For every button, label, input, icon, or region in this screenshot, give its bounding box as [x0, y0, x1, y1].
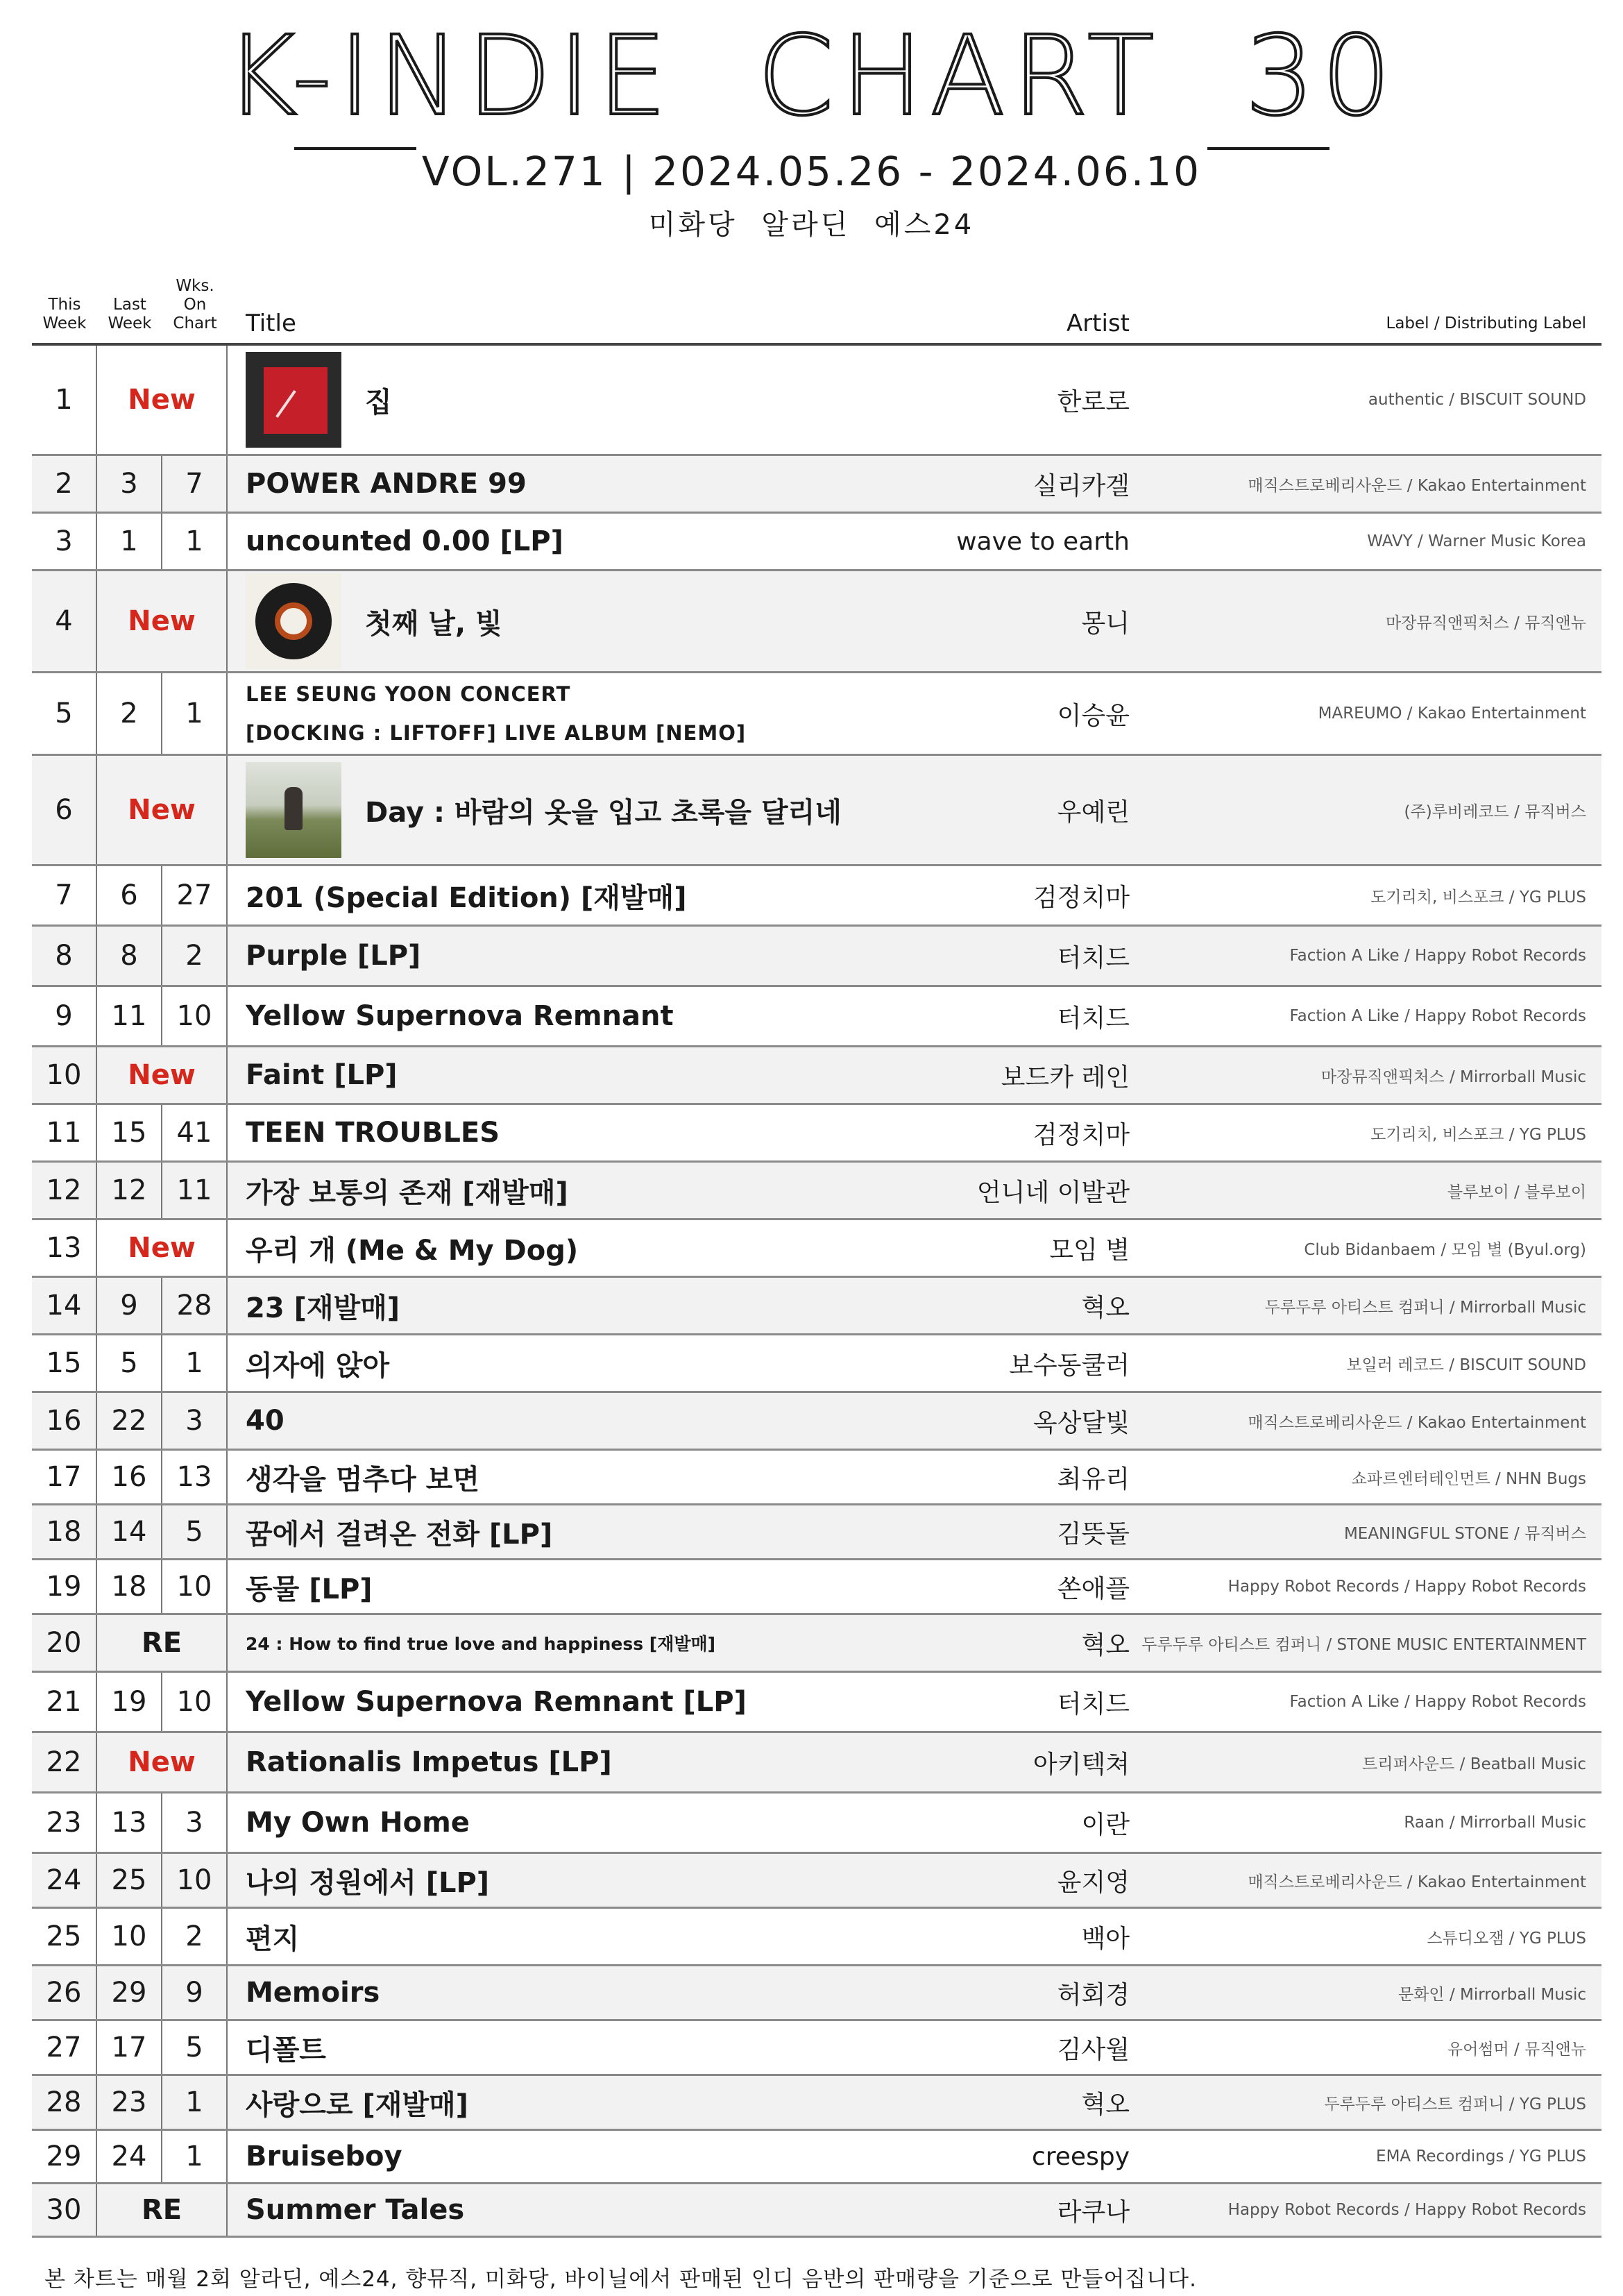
- artist-name: 터치드: [1057, 1004, 1130, 1033]
- rank-this-week: 26: [32, 1966, 97, 2019]
- record-label: 매직스트로베리사운드 / Kakao Entertainment: [1248, 1413, 1586, 1432]
- weeks-on-chart: 13: [162, 1451, 228, 1503]
- rank-last-week: 8: [97, 927, 162, 985]
- artist-name: 허회경: [1057, 1980, 1130, 2009]
- album-title-text: 나의 정원에서 [LP]: [246, 1866, 490, 1899]
- table-row: [32, 2076, 1601, 2131]
- rank-this-week: 7: [32, 866, 97, 925]
- record-label: MAREUMO / Kakao Entertainment: [1318, 704, 1586, 723]
- weeks-on-chart: 1: [162, 2076, 228, 2129]
- weeks-on-chart: 41: [162, 1105, 228, 1160]
- table-row: [32, 2131, 1601, 2184]
- album-title-line-1: LEE SEUNG YOON CONCERT: [246, 682, 571, 706]
- album-title-text: Yellow Supernova Remnant: [246, 1000, 674, 1032]
- album-title-text: Day : 바람의 옷을 입고 초록을 달리네: [365, 796, 842, 829]
- weeks-on-chart: 1: [162, 673, 228, 754]
- artist-name: creespy: [1031, 2142, 1130, 2171]
- chart-title: K-INDIE CHART 30: [225, 12, 1398, 140]
- rank-last-week: 1: [97, 514, 162, 569]
- record-label: 도기리치, 비스포크 / YG PLUS: [1370, 888, 1586, 906]
- table-row: [32, 1163, 1601, 1220]
- artist-name: 실리카겔: [1033, 471, 1130, 500]
- new-entry-badge: New: [97, 1733, 228, 1791]
- record-label: Happy Robot Records / Happy Robot Records: [1227, 1578, 1586, 1596]
- album-title-text: Bruiseboy: [246, 2141, 402, 2172]
- rank-last-week: 24: [97, 2131, 162, 2182]
- table-row: [32, 927, 1601, 987]
- rank-last-week: 2: [97, 673, 162, 754]
- header-weeks-on-chart: Wks. On Chart: [173, 277, 217, 332]
- volume-and-date-range: VOL.271 | 2024.05.26 - 2024.06.10: [421, 148, 1202, 195]
- rank-last-week: 10: [97, 1909, 162, 1964]
- rank-this-week: 14: [32, 1278, 97, 1333]
- rank-this-week: 28: [32, 2076, 97, 2129]
- album-title-text: 꿈에서 걸려온 전화 [LP]: [246, 1518, 553, 1551]
- rank-last-week: 29: [97, 1966, 162, 2019]
- artist-name: 혁오: [1081, 2090, 1130, 2119]
- album-title-text: 의자에 앉아: [246, 1349, 390, 1382]
- artist-name: 검정치마: [1033, 1120, 1130, 1149]
- rank-last-week: 14: [97, 1505, 162, 1558]
- album-title-text: 40: [246, 1405, 284, 1437]
- artist-name: 언니네 이발관: [976, 1178, 1130, 1207]
- header-this-week: This Week: [42, 296, 87, 332]
- rank-last-week: 5: [97, 1335, 162, 1391]
- table-row: [32, 514, 1601, 571]
- album-title-text: Summer Tales: [246, 2194, 465, 2226]
- album-title-text: uncounted 0.00 [LP]: [246, 525, 563, 557]
- table-row: [32, 1220, 1601, 1278]
- record-label: Faction A Like / Happy Robot Records: [1289, 1693, 1586, 1711]
- header-artist: Artist: [1066, 310, 1130, 337]
- artist-name: wave to earth: [956, 527, 1130, 556]
- artist-name: 혁오: [1081, 1293, 1130, 1322]
- artist-name: 보드카 레인: [1001, 1063, 1130, 1092]
- album-title-text: Yellow Supernova Remnant [LP]: [246, 1686, 747, 1718]
- record-label: 두루두루 아티스트 컴퍼니 / YG PLUS: [1324, 2095, 1586, 2113]
- album-title-text: 생각을 멈추다 보면: [246, 1463, 479, 1496]
- album-cover-art: [255, 583, 332, 659]
- rank-last-week: 15: [97, 1105, 162, 1160]
- album-title-text: 디폴트: [246, 2034, 326, 2066]
- album-title-text: 동물 [LP]: [246, 1573, 373, 1605]
- table-row: [32, 1733, 1601, 1793]
- album-title-text: TEEN TROUBLES: [246, 1117, 500, 1149]
- album-cover-art: [284, 787, 303, 830]
- record-label: MEANINGFUL STONE / 뮤직버스: [1343, 1524, 1586, 1543]
- weeks-on-chart: 3: [162, 1793, 228, 1852]
- table-row: [32, 1793, 1601, 1854]
- album-title-text: 편지: [246, 1923, 300, 1955]
- rank-this-week: 17: [32, 1451, 97, 1503]
- record-label: Club Bidanbaem / 모임 별 (Byul.org): [1304, 1240, 1586, 1259]
- album-title-text: 첫째 날, 빛: [365, 607, 502, 640]
- weeks-on-chart: 10: [162, 1854, 228, 1907]
- rank-this-week: 24: [32, 1854, 97, 1907]
- artist-name: 쏜애플: [1057, 1574, 1130, 1603]
- rank-this-week: 19: [32, 1560, 97, 1613]
- footnote: 본 차트는 매월 2회 알라딘, 예스24, 향뮤직, 미화당, 바이닐에서 판매된 인디 음반의 판매량을 기준으로 만들어집니다.: [44, 2267, 1197, 2292]
- rank-last-week: 12: [97, 1163, 162, 1218]
- artist-name: 몽니: [1081, 609, 1130, 638]
- album-cover-art: [264, 367, 328, 434]
- table-row: [32, 756, 1601, 866]
- weeks-on-chart: 1: [162, 514, 228, 569]
- new-entry-badge: New: [97, 346, 228, 454]
- rank-last-week: 23: [97, 2076, 162, 2129]
- record-label: 두루두루 아티스트 컴퍼니 / Mirrorball Music: [1264, 1298, 1586, 1317]
- chart-title-wrap: [0, 14, 1623, 139]
- table-row: [32, 1505, 1601, 1560]
- rank-last-week: 22: [97, 1393, 162, 1449]
- artist-name: 이승윤: [1057, 701, 1130, 730]
- rank-this-week: 10: [32, 1047, 97, 1103]
- album-cover-image: [246, 573, 341, 669]
- chart-table: [32, 275, 1601, 2238]
- rank-this-week: 12: [32, 1163, 97, 1218]
- weeks-on-chart: 27: [162, 866, 228, 925]
- table-row: [32, 456, 1601, 514]
- table-row: [32, 866, 1601, 927]
- record-label: Faction A Like / Happy Robot Records: [1289, 947, 1586, 965]
- album-title-text: 23 [재발매]: [246, 1292, 400, 1324]
- record-label: 매직스트로베리사운드 / Kakao Entertainment: [1248, 1873, 1586, 1891]
- rank-this-week: 20: [32, 1615, 97, 1671]
- album-cover-image: [246, 352, 341, 448]
- album-cover-image: [246, 762, 341, 858]
- rank-this-week: 1: [32, 346, 97, 454]
- rank-this-week: 27: [32, 2021, 97, 2074]
- rank-this-week: 11: [32, 1105, 97, 1160]
- new-entry-badge: New: [97, 571, 228, 671]
- header-last-week: Last Week: [108, 296, 152, 332]
- rank-last-week: 11: [97, 987, 162, 1045]
- record-label: 도기리치, 비스포크 / YG PLUS: [1370, 1125, 1586, 1144]
- rank-this-week: 16: [32, 1393, 97, 1449]
- weeks-on-chart: 28: [162, 1278, 228, 1333]
- table-row: [32, 1673, 1601, 1733]
- new-entry-badge: New: [97, 1220, 228, 1276]
- weeks-on-chart: 9: [162, 1966, 228, 2019]
- header-label: Label / Distributing Label: [1386, 314, 1586, 332]
- artist-name: 터치드: [1057, 943, 1130, 972]
- table-row: [32, 987, 1601, 1047]
- rank-last-week: 17: [97, 2021, 162, 2074]
- table-row: [32, 1966, 1601, 2021]
- record-label: 마장뮤직앤픽처스 / Mirrorball Music: [1320, 1067, 1586, 1086]
- rank-last-week: 6: [97, 866, 162, 925]
- rank-this-week: 2: [32, 456, 97, 512]
- weeks-on-chart: 10: [162, 987, 228, 1045]
- artist-name: 옥상달빛: [1033, 1408, 1130, 1437]
- artist-name: 혁오: [1081, 1630, 1130, 1660]
- artist-name: 최유리: [1057, 1464, 1130, 1494]
- rank-this-week: 29: [32, 2131, 97, 2182]
- record-label: 보일러 레코드 / BISCUIT SOUND: [1346, 1356, 1586, 1374]
- rank-this-week: 3: [32, 514, 97, 569]
- rank-this-week: 4: [32, 571, 97, 671]
- table-row: [32, 1335, 1601, 1393]
- new-entry-badge: New: [97, 1047, 228, 1103]
- artist-name: 라쿠나: [1057, 2197, 1130, 2227]
- rank-last-week: 19: [97, 1673, 162, 1731]
- artist-name: 보수동쿨러: [1009, 1351, 1130, 1380]
- album-title-line-2: [DOCKING : LIFTOFF] LIVE ALBUM [NEMO]: [246, 721, 747, 745]
- re-entry-badge: RE: [97, 2184, 228, 2236]
- table-row: [32, 1615, 1601, 1673]
- weeks-on-chart: 1: [162, 1335, 228, 1391]
- artist-name: 윤지영: [1057, 1868, 1130, 1897]
- rank-this-week: 21: [32, 1673, 97, 1731]
- table-body: [32, 346, 1601, 2238]
- album-title-text: POWER ANDRE 99: [246, 468, 527, 500]
- table-row: [32, 1854, 1601, 1909]
- table-row: [32, 346, 1601, 456]
- table-row: [32, 673, 1601, 756]
- artist-name: 터치드: [1057, 1689, 1130, 1719]
- weeks-on-chart: 5: [162, 2021, 228, 2074]
- album-title-text: 24 : How to find true love and happiness [재발매]: [246, 1634, 716, 1654]
- record-label: Faction A Like / Happy Robot Records: [1289, 1007, 1586, 1025]
- record-label: Raan / Mirrorball Music: [1404, 1814, 1586, 1832]
- rank-this-week: 30: [32, 2184, 97, 2236]
- rank-last-week: 3: [97, 456, 162, 512]
- rank-this-week: 8: [32, 927, 97, 985]
- table-row: [32, 2021, 1601, 2076]
- weeks-on-chart: 3: [162, 1393, 228, 1449]
- album-title-text: My Own Home: [246, 1807, 470, 1839]
- weeks-on-chart: 2: [162, 1909, 228, 1964]
- table-row: [32, 571, 1601, 673]
- artist-name: 김뜻돌: [1057, 1519, 1130, 1548]
- record-label: 스튜디오잼 / YG PLUS: [1427, 1929, 1586, 1948]
- record-label: 문화인 / Mirrorball Music: [1397, 1985, 1586, 2004]
- album-title-text: 가장 보통의 존재 [재발매]: [246, 1176, 568, 1209]
- record-label: WAVY / Warner Music Korea: [1367, 532, 1586, 550]
- record-label: authentic / BISCUIT SOUND: [1368, 391, 1586, 409]
- new-entry-badge: New: [97, 756, 228, 864]
- store-list: 미화당 알라딘 예스24: [648, 209, 975, 241]
- weeks-on-chart: 7: [162, 456, 228, 512]
- record-label: EMA Recordings / YG PLUS: [1376, 2147, 1586, 2166]
- rank-last-week: 9: [97, 1278, 162, 1333]
- rank-last-week: 25: [97, 1854, 162, 1907]
- rank-this-week: 25: [32, 1909, 97, 1964]
- record-label: 유어썸머 / 뮤직앤뉴: [1447, 2040, 1586, 2059]
- album-title-text: Purple [LP]: [246, 940, 421, 972]
- re-entry-badge: RE: [97, 1615, 228, 1671]
- record-label: Happy Robot Records / Happy Robot Records: [1227, 2201, 1586, 2219]
- artist-name: 검정치마: [1033, 883, 1130, 912]
- table-row: [32, 2184, 1601, 2238]
- table-row: [32, 1560, 1601, 1615]
- artist-name: 김사월: [1057, 2035, 1130, 2064]
- artist-name: 백아: [1081, 1924, 1130, 1953]
- record-label: 마장뮤직앤픽처스 / 뮤직앤뉴: [1386, 614, 1586, 632]
- rank-last-week: 13: [97, 1793, 162, 1852]
- record-label: 트리퍼사운드 / Beatball Music: [1362, 1755, 1586, 1773]
- table-row: [32, 1105, 1601, 1163]
- album-title-text: 우리 개 (Me & My Dog): [246, 1234, 579, 1267]
- album-title-text: Memoirs: [246, 1977, 380, 2009]
- rank-this-week: 5: [32, 673, 97, 754]
- weeks-on-chart: 10: [162, 1560, 228, 1613]
- table-header: [32, 275, 1601, 346]
- weeks-on-chart: 5: [162, 1505, 228, 1558]
- album-title-text: Rationalis Impetus [LP]: [246, 1746, 612, 1778]
- rank-this-week: 18: [32, 1505, 97, 1558]
- rank-last-week: 16: [97, 1451, 162, 1503]
- rank-this-week: 13: [32, 1220, 97, 1276]
- album-title-text: 집: [365, 386, 392, 419]
- record-label: 블루보이 / 블루보이: [1447, 1183, 1586, 1201]
- rank-this-week: 6: [32, 756, 97, 864]
- weeks-on-chart: 1: [162, 2131, 228, 2182]
- table-row: [32, 1047, 1601, 1105]
- album-title-text: 201 (Special Edition) [재발매]: [246, 881, 687, 914]
- artist-name: 모임 별: [1049, 1235, 1130, 1265]
- rank-this-week: 9: [32, 987, 97, 1045]
- album-title-text: Faint [LP]: [246, 1059, 398, 1091]
- weeks-on-chart: 2: [162, 927, 228, 985]
- record-label: (주)루비레코드 / 뮤직버스: [1404, 802, 1586, 821]
- record-label: 매직스트로베리사운드 / Kakao Entertainment: [1248, 476, 1586, 495]
- artist-name: 아키텍쳐: [1033, 1750, 1130, 1779]
- weeks-on-chart: 11: [162, 1163, 228, 1218]
- table-row: [32, 1278, 1601, 1335]
- artist-name: 이란: [1081, 1810, 1130, 1839]
- table-row: [32, 1393, 1601, 1451]
- album-title-text: 사랑으로 [재발매]: [246, 2088, 468, 2121]
- rank-this-week: 15: [32, 1335, 97, 1391]
- header-title: Title: [246, 310, 296, 337]
- table-row: [32, 1909, 1601, 1966]
- rank-this-week: 22: [32, 1733, 97, 1791]
- artist-name: 한로로: [1057, 387, 1130, 416]
- record-label: 쇼파르엔터테인먼트 / NHN Bugs: [1351, 1469, 1586, 1488]
- rank-this-week: 23: [32, 1793, 97, 1852]
- artist-name: 우예린: [1057, 797, 1130, 827]
- table-row: [32, 1451, 1601, 1505]
- weeks-on-chart: 10: [162, 1673, 228, 1731]
- record-label: 두루두루 아티스트 컴퍼니 / STONE MUSIC ENTERTAINMENT: [1141, 1635, 1586, 1654]
- rank-last-week: 18: [97, 1560, 162, 1613]
